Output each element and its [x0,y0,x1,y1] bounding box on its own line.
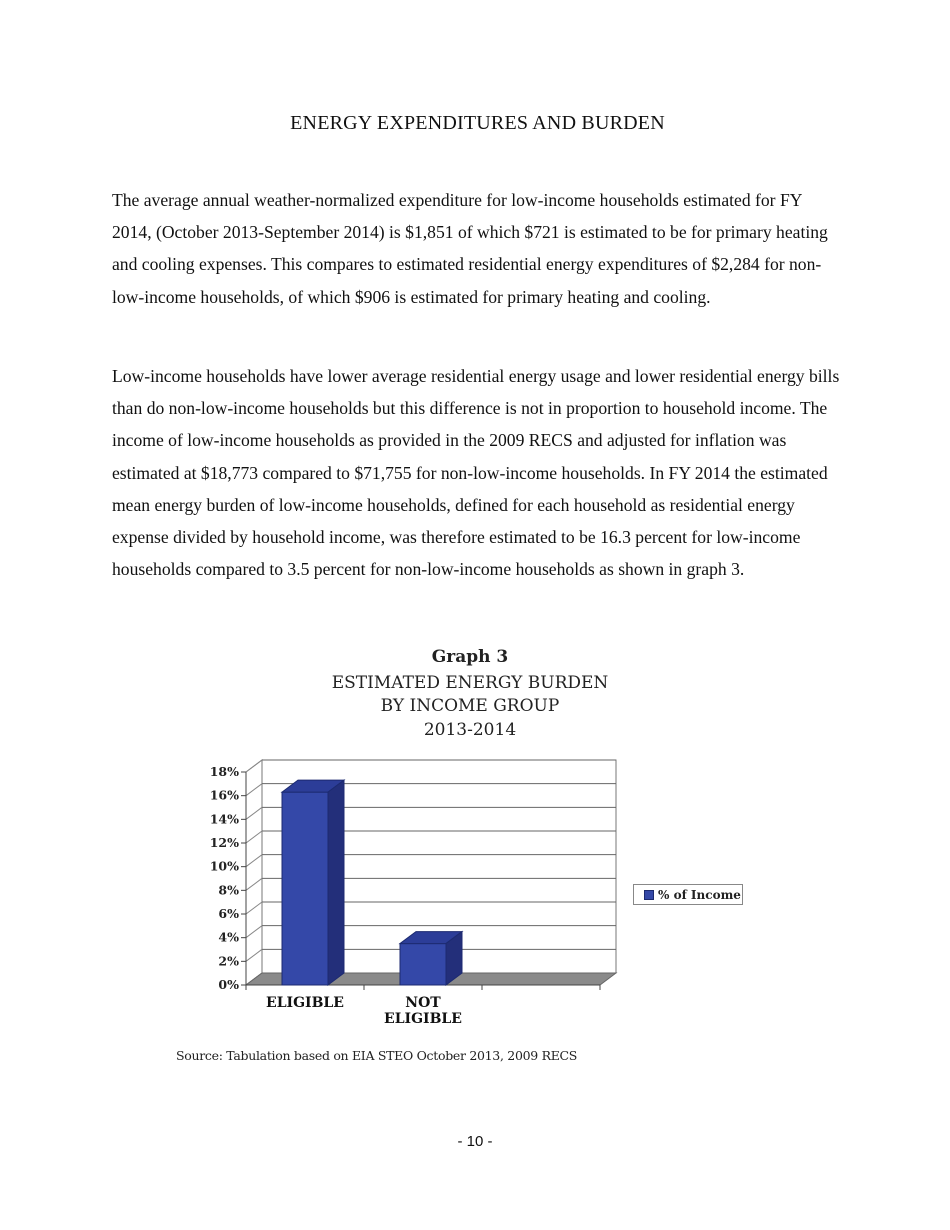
y-tick-label: 2% [218,953,239,969]
graph-source: Source: Tabulation based on EIA STEO October 2013, 2009 RECS [176,1048,578,1063]
bar-chart [185,750,635,1035]
y-tick-label: 14% [209,811,239,827]
page-number: - 10 - [457,1133,493,1150]
x-category-label: NOT [405,995,441,1011]
bar-front [282,792,328,985]
graph-title-line-1: ESTIMATED ENERGY BURDEN [331,673,609,693]
bar-side [328,780,344,985]
y-tick-label: 8% [218,882,239,898]
y-tick-label: 12% [209,835,239,850]
section-heading: ENERGY EXPENDITURES AND BURDEN [290,112,665,134]
y-tick-label: 16% [209,787,239,803]
graph-title-line-2: BY INCOME GROUP [380,696,560,716]
chart-legend [633,884,743,905]
legend-swatch [644,890,654,900]
y-tick-label: 6% [218,906,239,921]
legend-label: % of Income [658,887,741,902]
y-tick-label: 18% [209,764,239,779]
y-tick-label: 4% [218,929,239,945]
x-category-label: ELIGIBLE [384,1011,462,1027]
graph-title-line-3: 2013-2014 [423,720,517,740]
y-tick-label: 0% [218,977,239,992]
paragraph-expenditures: The average annual weather-normalized expenditure for low-income households estimated for FY 2014, (October 2013-September 2014) is $1,851 of which $721 is estimated to be for primary heating and cooling expenses. This compares to estimated residential energy expenditures of $2,284 for non-low-income households, of which $906 is estimated for primary heating and cooling. [112,190,828,307]
x-category-label: ELIGIBLE [266,995,344,1011]
paragraph-burden: Low-income households have lower average residential energy usage and lower residential energy bills than do non-low-income households but this difference is not in proportion to household income. The income of low-income households as provided in the 2009 RECS and adjusted for inflation was estimated at $18,773 compared to $71,755 for non-low-income households. In FY 2014 the estimated mean energy burden of low-income households, defined for each household as residential energy expense divided by household income, was therefore estimated to be 16.3 percent for low-income households compared to 3.5 percent for non-low-income households as shown in graph 3. [112,366,840,580]
graph-label: Graph 3 [431,647,509,667]
bar-front [400,944,446,985]
y-tick-label: 10% [209,858,239,874]
